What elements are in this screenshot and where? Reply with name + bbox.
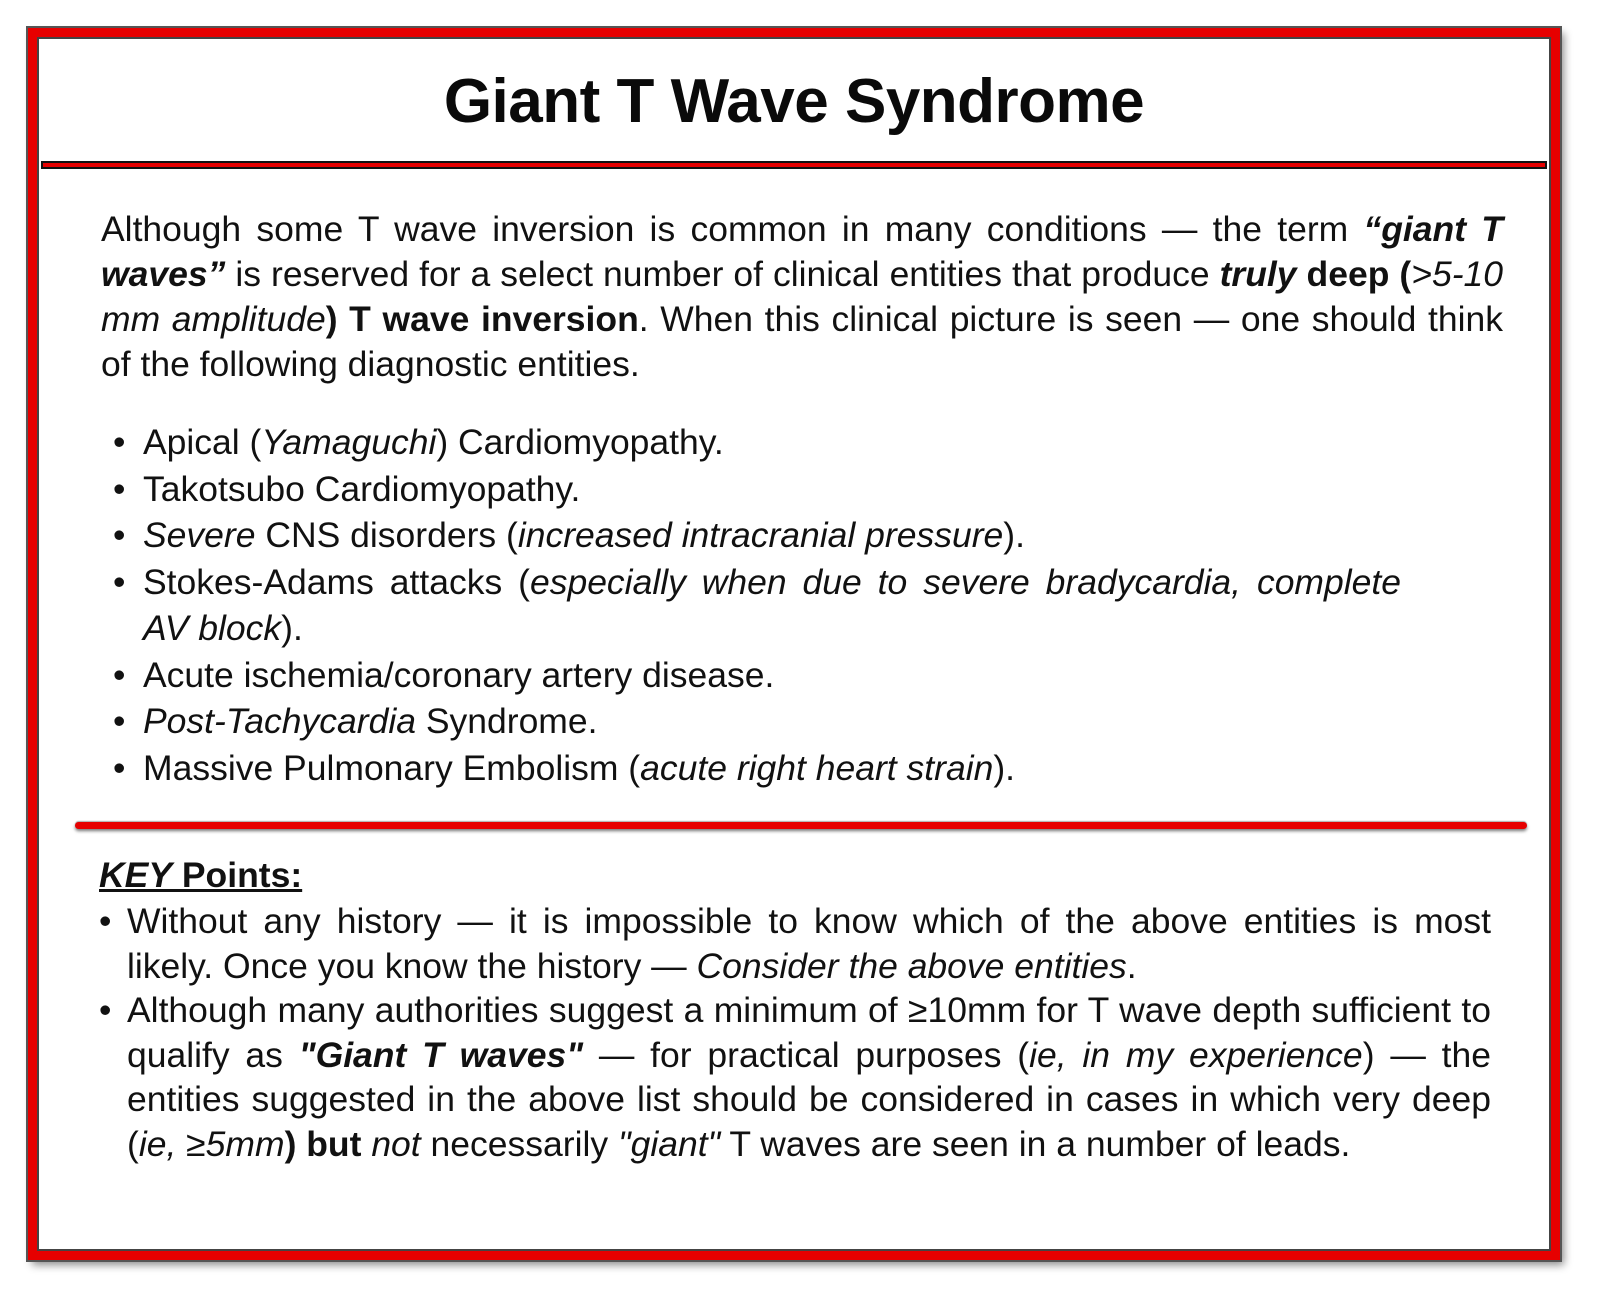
- item-text: ) Cardiomyopathy.: [436, 422, 724, 462]
- intro-inversion: ) T wave inversion: [325, 299, 639, 339]
- item-text: ).: [1003, 515, 1025, 555]
- item-text: Takotsubo Cardiomyopathy.: [143, 468, 581, 509]
- point-giant-term: "Giant T waves": [298, 1034, 584, 1075]
- list-item: [113, 652, 1401, 699]
- intro-deep: deep (: [1296, 254, 1412, 294]
- item-text: ).: [993, 747, 1016, 788]
- item-text: CNS disorders (: [255, 515, 518, 555]
- point-text-italic: Consider the above entities: [696, 945, 1127, 986]
- item-text: Syndrome.: [415, 701, 598, 741]
- point-text: Although many authorities suggest a minimum of ≥10mm for T wave depth sufficient to qualify as: [127, 990, 1491, 1075]
- item-text: Stokes-Adams attacks (: [143, 561, 530, 602]
- item-text-italic: Post-Tachycardia: [143, 701, 416, 741]
- list-item: [113, 559, 1401, 652]
- list-item: [113, 419, 1401, 466]
- point-text: necessarily: [420, 1123, 618, 1164]
- point-text: ) — the entities suggested in the above list should be considered in cases in which very deep (: [127, 1034, 1491, 1164]
- item-text-italic: acute right heart strain: [640, 747, 994, 788]
- intro-giant-term: “giant T waves”: [101, 209, 1503, 294]
- point-text-italic: not: [371, 1123, 421, 1164]
- point-text-bold: ) but: [284, 1123, 372, 1164]
- item-text-italic: especially when due to severe bradycardia, complete AV block: [143, 561, 1401, 648]
- list-item: [113, 512, 1401, 559]
- entity-list: [113, 419, 1401, 791]
- document-frame: [28, 28, 1560, 1260]
- item-text: ).: [281, 608, 303, 648]
- point-text: .: [1126, 945, 1137, 986]
- item-text: Apical (: [143, 422, 262, 462]
- item-text-italic: Yamaguchi: [261, 422, 437, 462]
- point-text-italic: "giant": [617, 1123, 721, 1164]
- title-bar: [37, 37, 1551, 157]
- item-text-italic: Severe: [143, 515, 256, 555]
- point-text-italic: ie, ≥5mm: [138, 1123, 285, 1164]
- key-heading-rest: Points:: [172, 855, 303, 895]
- point-text: — for practical purposes (: [583, 1034, 1030, 1075]
- item-text-italic: increased intracranial pressure: [517, 515, 1004, 555]
- intro-text: Although some T wave inversion is common in many conditions — the term: [101, 209, 1364, 249]
- list-item: [113, 745, 1401, 792]
- intro-amplitude: >5-10 mm amplitude: [101, 254, 1504, 339]
- intro-truly: truly: [1219, 254, 1297, 294]
- item-text: Acute ischemia/coronary artery disease.: [143, 654, 775, 695]
- intro-paragraph: [101, 207, 1503, 387]
- point-text: Without any history — it is impossible to know which of the above entities is most likely. Once you know the history —: [127, 901, 1491, 986]
- intro-text: is reserved for a select number of clinical entities that produce: [225, 254, 1220, 294]
- point-text-italic: ie, in my experience: [1029, 1034, 1363, 1075]
- key-points-heading: [99, 855, 302, 896]
- title-divider: [41, 161, 1547, 169]
- list-item: [99, 899, 1491, 988]
- list-item: [113, 466, 1401, 513]
- section-divider: [75, 822, 1527, 829]
- list-item: [113, 698, 1401, 745]
- intro-text: . When this clinical picture is seen — one should think of the following diagnostic entities.: [101, 299, 1503, 384]
- list-item: [99, 988, 1491, 1166]
- key-heading-key: KEY: [99, 855, 172, 895]
- point-text: T waves are seen in a number of leads.: [720, 1123, 1351, 1164]
- item-text: Massive Pulmonary Embolism (: [143, 747, 641, 788]
- key-points-list: [99, 899, 1491, 1166]
- page-title: Giant T Wave Syndrome: [443, 66, 1145, 136]
